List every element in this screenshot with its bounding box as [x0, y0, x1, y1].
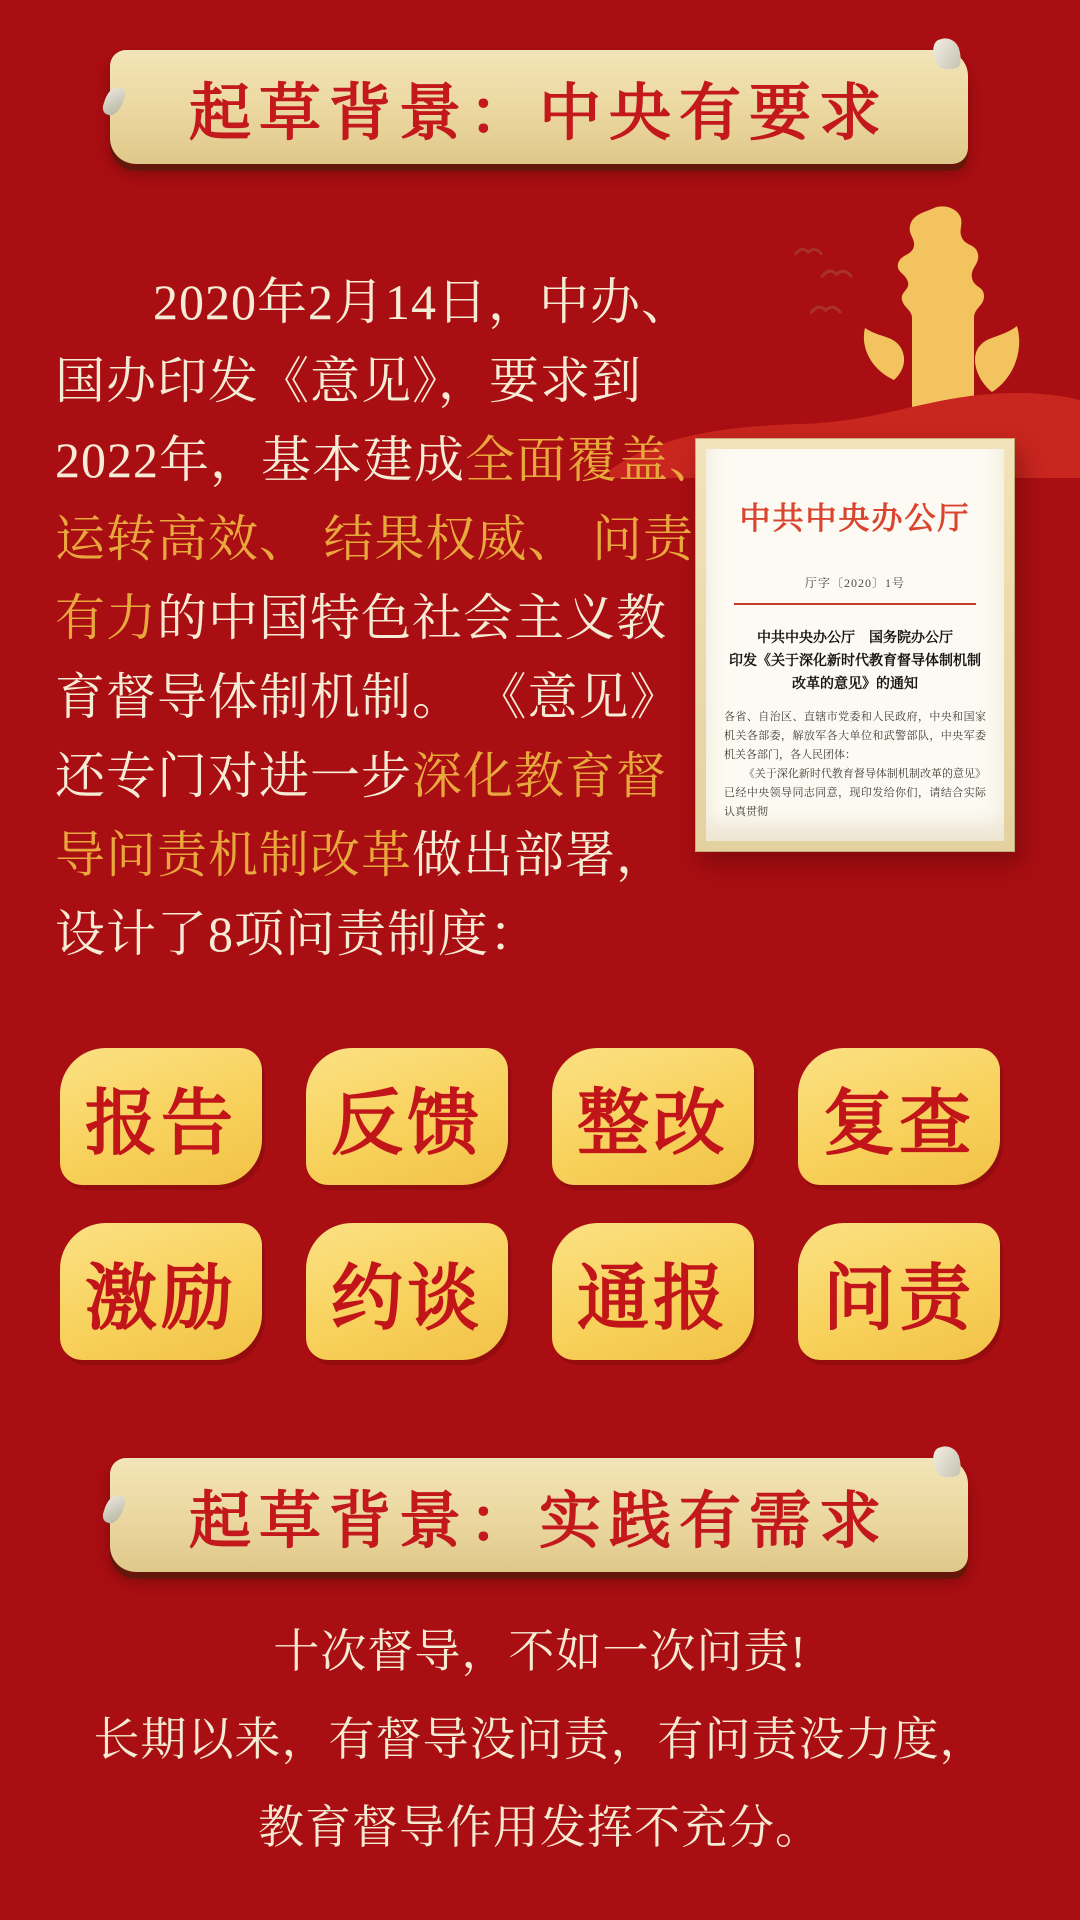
document-page [706, 449, 1004, 841]
document-title-line: 改革的意见》的通知 [792, 677, 918, 692]
paragraph-line [55, 579, 715, 658]
paragraph-line [55, 737, 715, 816]
footer-line: 教育督导作用发挥不充分。 [258, 1802, 822, 1853]
footer-line: 十次督导，不如一次问责! [273, 1626, 807, 1677]
body-text: 还专门对进一步 [55, 748, 412, 804]
accountability-button-3[interactable]: 整改 [552, 1048, 754, 1185]
accountability-button-8[interactable]: 问责 [798, 1223, 1000, 1360]
highlighted-text: 导问责机制改革 [55, 827, 412, 883]
highlighted-text: 全面覆盖、 [465, 432, 720, 488]
accountability-button-7[interactable]: 通报 [552, 1223, 754, 1360]
body-text: 设计了8项问责制度： [55, 906, 540, 962]
accountability-buttons-row-2 [60, 1223, 1000, 1360]
paragraph-line [55, 342, 715, 421]
scroll-curl-icon [930, 35, 964, 73]
body-text: 育督导体制机制。 《意见》 [55, 669, 681, 725]
accountability-button-1[interactable]: 报告 [60, 1048, 262, 1185]
scroll-curl-icon [930, 1443, 964, 1481]
accountability-button-5[interactable]: 激励 [60, 1223, 262, 1360]
body-text: 的中国特色社会主义教 [157, 590, 667, 646]
document-letterhead: 中共中央办公厅 [739, 501, 971, 536]
document-title [724, 627, 986, 696]
accountability-buttons-row-1 [60, 1048, 1000, 1185]
document-divider [734, 603, 975, 605]
document-title-line: 中共中央办公厅 国务院办公厅 [757, 631, 953, 646]
document-body [724, 708, 986, 822]
practice-need-text [0, 1608, 1080, 1872]
document-title-line: 印发《关于深化新时代教育督导体制机制 [729, 654, 981, 669]
accountability-button-2[interactable]: 反馈 [306, 1048, 508, 1185]
accountability-button-6[interactable]: 约谈 [306, 1223, 508, 1360]
footer-line: 长期以来，有督导没问责，有问责没力度， [93, 1714, 987, 1765]
body-text: 2020年2月14日，中办、 [153, 274, 692, 330]
body-text: 国办印发《意见》，要求到 [55, 353, 642, 409]
paragraph-line [55, 895, 715, 974]
section-banner-practice [110, 1458, 968, 1572]
banner-title-practice: 起草背景：实践有需求 [188, 1486, 889, 1556]
intro-paragraph [55, 263, 720, 974]
paragraph-line [55, 658, 715, 737]
official-document [695, 438, 1015, 852]
paragraph-line [55, 421, 720, 500]
body-text: 2022年，基本建成 [55, 432, 465, 488]
banner-title-central: 起草背景：中央有要求 [188, 78, 889, 148]
section-banner-central [110, 50, 968, 164]
accountability-button-4[interactable]: 复查 [798, 1048, 1000, 1185]
scroll-curl-icon [101, 1492, 127, 1526]
document-number: 厅字〔2020〕1号 [804, 576, 905, 590]
scroll-curl-icon [101, 84, 127, 118]
paragraph-line [55, 263, 715, 342]
paragraph-line [55, 816, 715, 895]
highlighted-text: 有力 [55, 590, 157, 646]
body-text: 做出部署， [412, 827, 667, 883]
highlighted-text: 运转高效、 结果权威、 问责 [55, 511, 694, 567]
document-body-paragraph: 各省、自治区、直辖市党委和人民政府，中央和国家机关各部委，解放军各大单位和武警部队，中央军委机关各部门，各人民团体： [724, 711, 986, 761]
document-body-paragraph: 《关于深化新时代教育督导体制机制改革的意见》已经中央领导同志同意，现印发给你们，请结合实际认真贯彻 [724, 768, 986, 818]
paragraph-line [55, 500, 715, 579]
highlighted-text: 深化教育督 [412, 748, 667, 804]
